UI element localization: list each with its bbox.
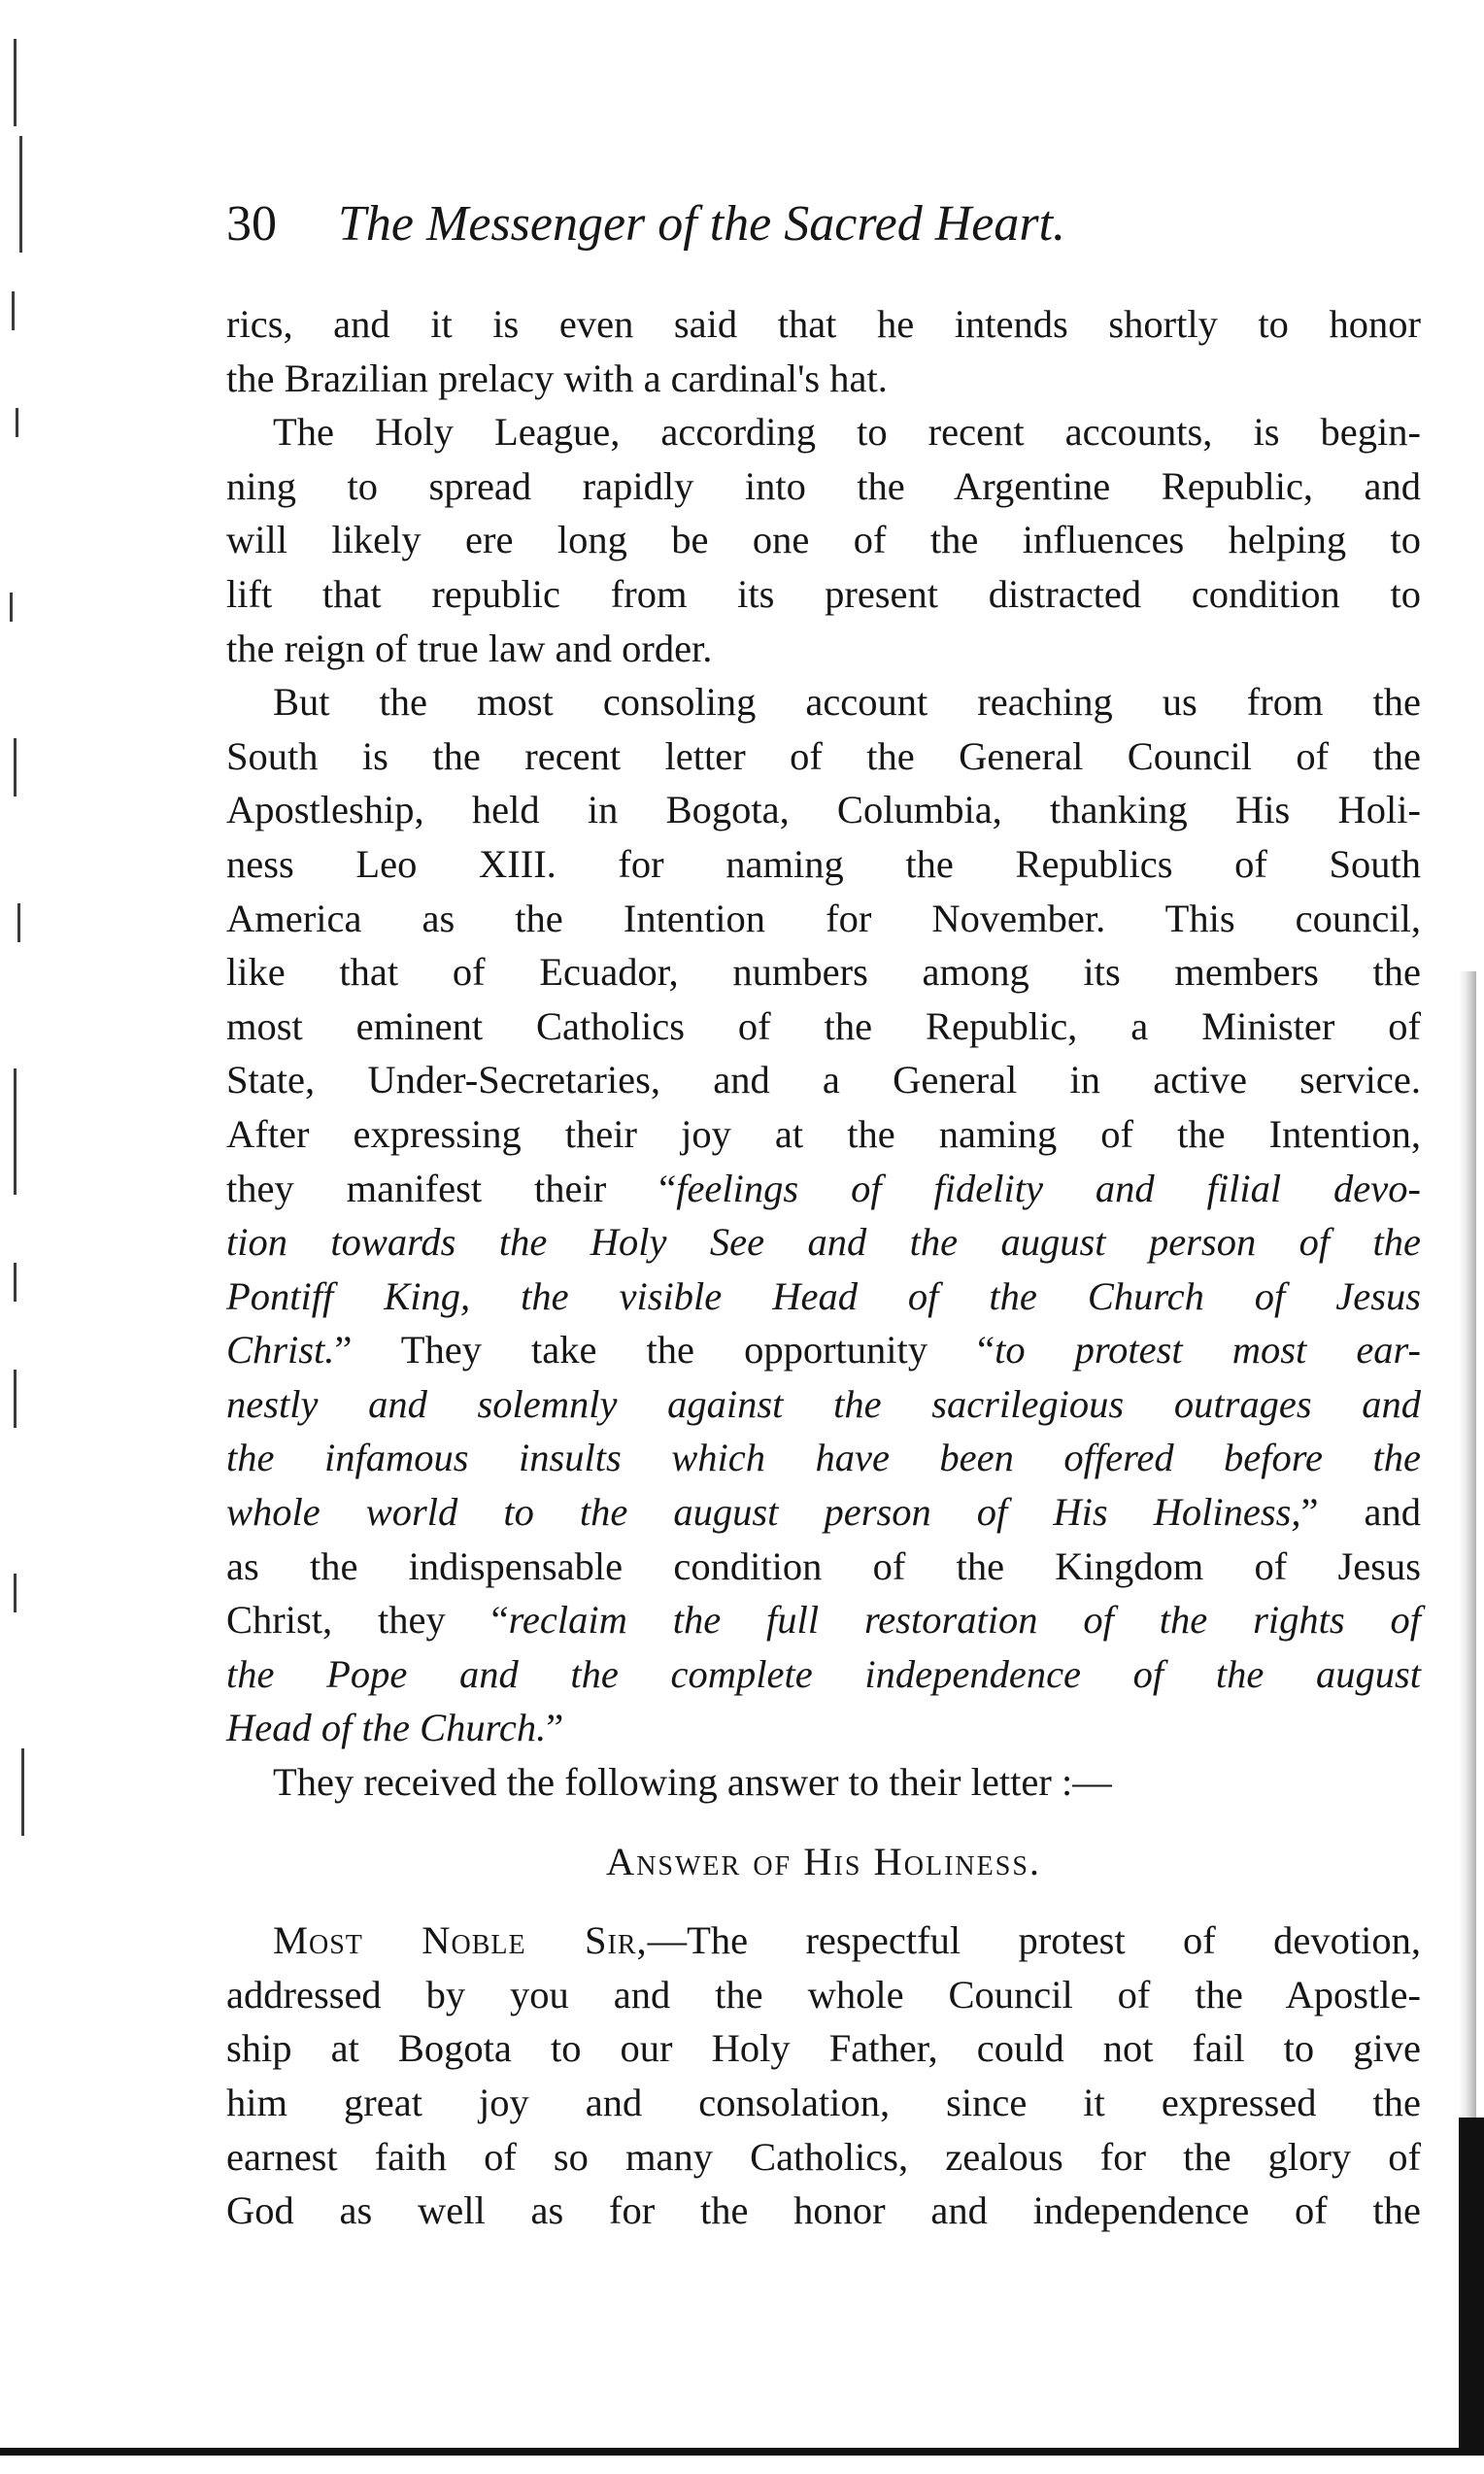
quoted-text: Christ. (226, 1328, 335, 1373)
text-line: addressed by you and the whole Council of the Apostle- (226, 1972, 1421, 2016)
text-line: ning to spread rapidly into the Argentine Republic, and (226, 463, 1421, 508)
text-line: most eminent Catholics of the Republic, a Minister of (226, 1003, 1421, 1048)
text-line: ness Leo XIII. for naming the Republics of South (226, 841, 1421, 886)
text-line: will likely ere long be one of the influences helping to (226, 518, 1421, 562)
running-head (226, 190, 1421, 258)
text-line (226, 1215, 1421, 1270)
quoted-text: tion towards the Holy See and the august person of the (226, 1220, 1421, 1265)
quoted-text: whole world to the august person of His Holiness, (226, 1490, 1301, 1535)
text-line: State, Under-Secretaries, and a General in active service. (226, 1058, 1421, 1102)
text-line: rics, and it is even said that he intends shortly to honor (226, 302, 1421, 346)
scan-bottom-edge (0, 2448, 1484, 2456)
text-line (226, 1377, 1421, 1432)
page-number: 30 (226, 196, 277, 252)
text-line (226, 1593, 1421, 1647)
quoted-text: feelings of fidelity and filial devo- (676, 1166, 1421, 1210)
text-run: Christ, they “ (226, 1598, 509, 1643)
quoted-text: nestly and solemnly against the sacrilegious outrages and (226, 1381, 1421, 1426)
quoted-text: Head of the Church. (226, 1706, 547, 1750)
text-line: as the indispensable condition of the Kingdom of Jesus (226, 1543, 1421, 1588)
text-line: South is the recent letter of the General Council of the (226, 733, 1421, 778)
paragraph-start-line: They received the following answer to their letter :— (273, 1760, 1112, 1805)
text-line: him great joy and consolation, since it expressed the (226, 2081, 1421, 2124)
text-line: America as the Intention for November. This council, (226, 896, 1421, 940)
text-line (226, 1431, 1421, 1485)
salutation: Most Noble Sir, (273, 1918, 648, 1963)
paragraph-start-line: The Holy League, according to recent accounts, is begin- (273, 410, 1421, 455)
spacer (226, 1810, 1421, 1835)
quoted-text: reclaim the full restoration of the rights of (508, 1598, 1421, 1643)
paragraph-start-line (226, 1914, 1421, 1968)
text-line: like that of Ecuador, numbers among its members the (226, 950, 1421, 995)
text-line (226, 1485, 1421, 1540)
quoted-text: the infamous insults which have been offered before the (226, 1436, 1421, 1480)
quoted-text: the Pope and the complete independence of the august (226, 1651, 1421, 1696)
journal-title: The Messenger of the Sacred Heart. (338, 196, 1066, 252)
text-run: they manifest their “ (226, 1166, 677, 1210)
text-run: ” They take the opportunity “ (334, 1328, 995, 1373)
scan-edge-dark (1459, 2118, 1484, 2448)
body-text (226, 297, 1421, 2238)
text-line: the Brazilian prelacy with a cardinal's hat. (226, 356, 888, 400)
text-line (226, 1323, 1421, 1377)
quoted-text: to protest most ear- (995, 1328, 1421, 1373)
quoted-text: Pontiff King, the visible Head of the Church of Jesus (226, 1273, 1421, 1318)
paragraph-start-line: But the most consoling account reaching us from the (273, 680, 1421, 725)
text-run: —The respectful protest of devotion, (647, 1918, 1421, 1963)
scan-margin-specks (0, 0, 58, 2474)
text-line: After expressing their joy at the naming of the Intention, (226, 1111, 1421, 1156)
text-run: ” and (1300, 1490, 1421, 1535)
text-line (226, 1647, 1421, 1702)
text-line (226, 1162, 1421, 1216)
section-heading: Answer of His Holiness. (605, 1839, 1042, 1883)
text-line (226, 1270, 1421, 1324)
spacer (226, 1888, 1421, 1914)
text-line: earnest faith of so many Catholics, zealous for the glory of (226, 2134, 1421, 2179)
text-line: the reign of true law and order. (226, 626, 713, 670)
text-line (226, 1701, 1421, 1755)
text-line: ship at Bogota to our Holy Father, could not fail to give (226, 2026, 1421, 2071)
text-line: Apostleship, held in Bogota, Columbia, thanking His Holi- (226, 788, 1421, 832)
text-line: God as well as for the honor and independence of the (226, 2188, 1421, 2233)
text-line: lift that republic from its present distracted condition to (226, 571, 1421, 616)
text-run: ” (546, 1706, 564, 1750)
